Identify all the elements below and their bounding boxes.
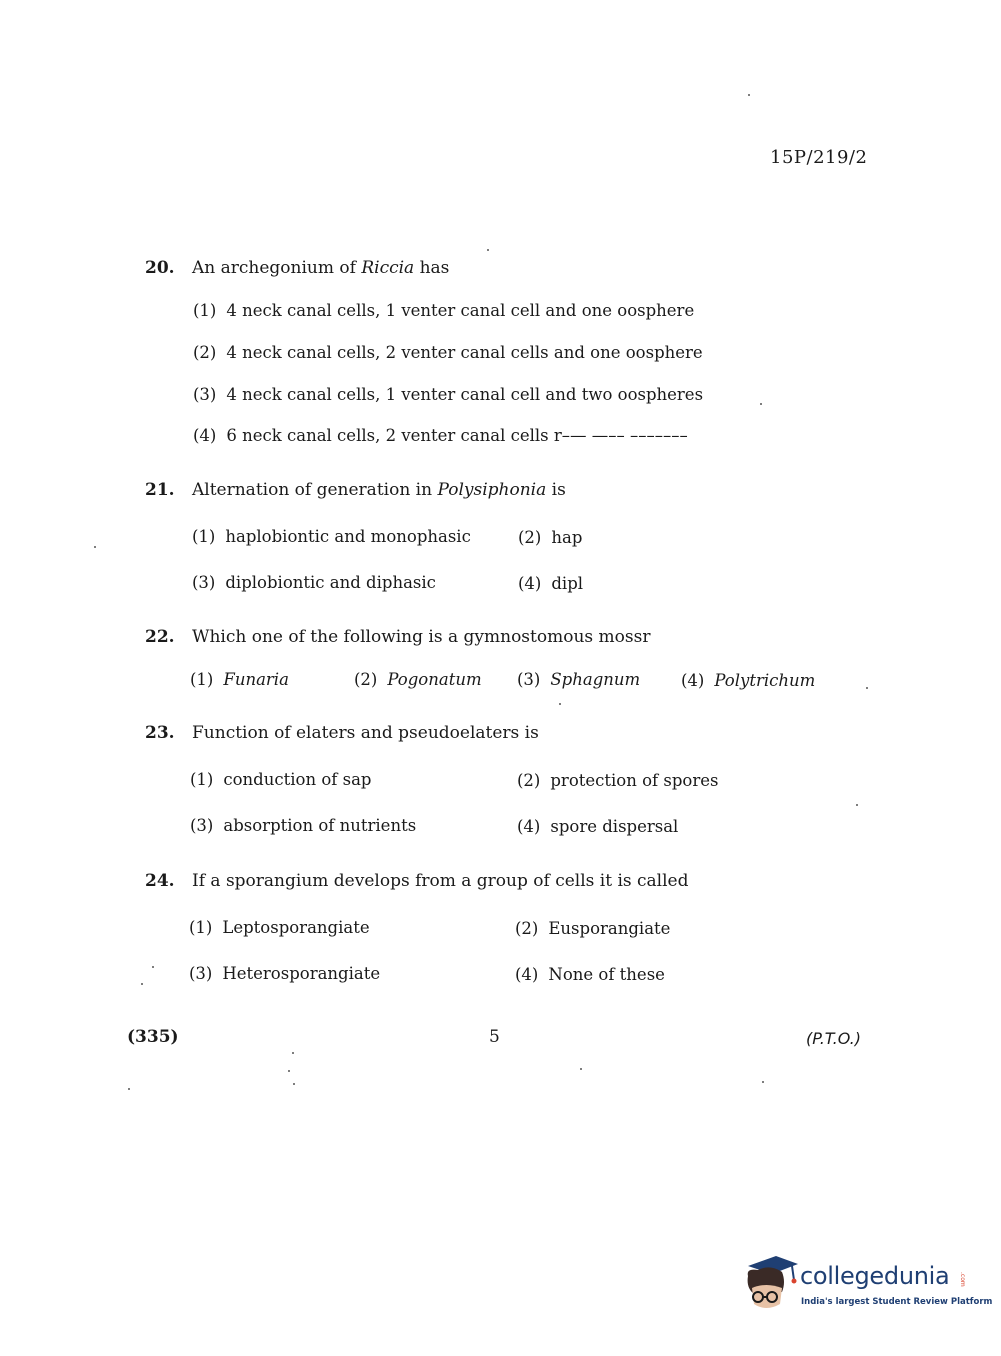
q22-option-1: (1) Funaria	[190, 670, 289, 689]
pto-note: (P.T.O.)	[806, 1029, 862, 1048]
q20-option-4: (4) 6 neck canal cells, 2 venter canal cells r–— —–– –––––––	[193, 426, 688, 445]
q24-option-1: (1) Leptosporangiate	[189, 918, 370, 937]
question-number: 24.	[145, 871, 175, 891]
paper-code: 15P/219/2	[770, 147, 868, 168]
q21-option-3: (3) diplobiontic and diphasic	[192, 573, 436, 592]
q20-option-3: (3) 4 neck canal cells, 1 venter canal cell and two oospheres	[193, 385, 704, 404]
question-number: 23.	[145, 723, 175, 743]
q21-option-2: (2) hap	[518, 528, 583, 547]
q23-option-1: (1) conduction of sap	[190, 770, 372, 789]
q21-option-1: (1) haplobiontic and monophasic	[192, 527, 471, 546]
q23-option-3: (3) absorption of nutrients	[190, 816, 417, 835]
question-number: 21.	[145, 480, 175, 500]
question-text: has	[414, 258, 450, 278]
question-text-italic: Polysiphonia	[437, 480, 547, 500]
question-text: Function of elaters and pseudoelaters is	[192, 723, 539, 743]
logo-wordmark: collegedunia	[800, 1262, 950, 1290]
question-text-italic: Riccia	[361, 258, 415, 278]
question-number: 20.	[145, 258, 175, 278]
q23-option-2: (2) protection of spores	[517, 771, 719, 790]
question-number: 22.	[145, 627, 175, 647]
question-23	[145, 723, 539, 743]
logo-tagline: India's largest Student Review Platform	[801, 1297, 993, 1307]
question-text: is	[546, 480, 566, 500]
q24-option-4: (4) None of these	[515, 965, 665, 984]
question-text: Which one of the following is a gymnostomous mossr	[192, 627, 651, 647]
question-text: If a sporangium develops from a group of cells it is called	[192, 871, 689, 891]
q24-option-2: (2) Eusporangiate	[515, 919, 671, 938]
page-number: 5	[489, 1027, 500, 1047]
question-text: An archegonium of	[192, 258, 362, 278]
q24-option-3: (3) Heterosporangiate	[189, 964, 381, 983]
q22-option-3: (3) Sphagnum	[517, 670, 641, 689]
mascot-icon	[742, 1252, 798, 1314]
q22-option-4: (4) Polytrichum	[681, 671, 816, 690]
question-20	[145, 258, 449, 278]
question-text: Alternation of generation in	[192, 480, 438, 500]
q21-option-4: (4) dipl	[518, 574, 584, 593]
collegedunia-logo	[742, 1252, 993, 1322]
booklet-code: (335)	[127, 1027, 179, 1047]
question-22	[145, 627, 650, 647]
question-21	[145, 480, 566, 500]
logo-suffix: .com	[959, 1272, 966, 1287]
question-24	[145, 871, 689, 891]
q20-option-2: (2) 4 neck canal cells, 2 venter canal cells and one oosphere	[193, 343, 703, 362]
q22-option-2: (2) Pogonatum	[354, 670, 482, 689]
q20-option-1: (1) 4 neck canal cells, 1 venter canal cell and one oosphere	[193, 301, 695, 320]
q23-option-4: (4) spore dispersal	[517, 817, 679, 836]
